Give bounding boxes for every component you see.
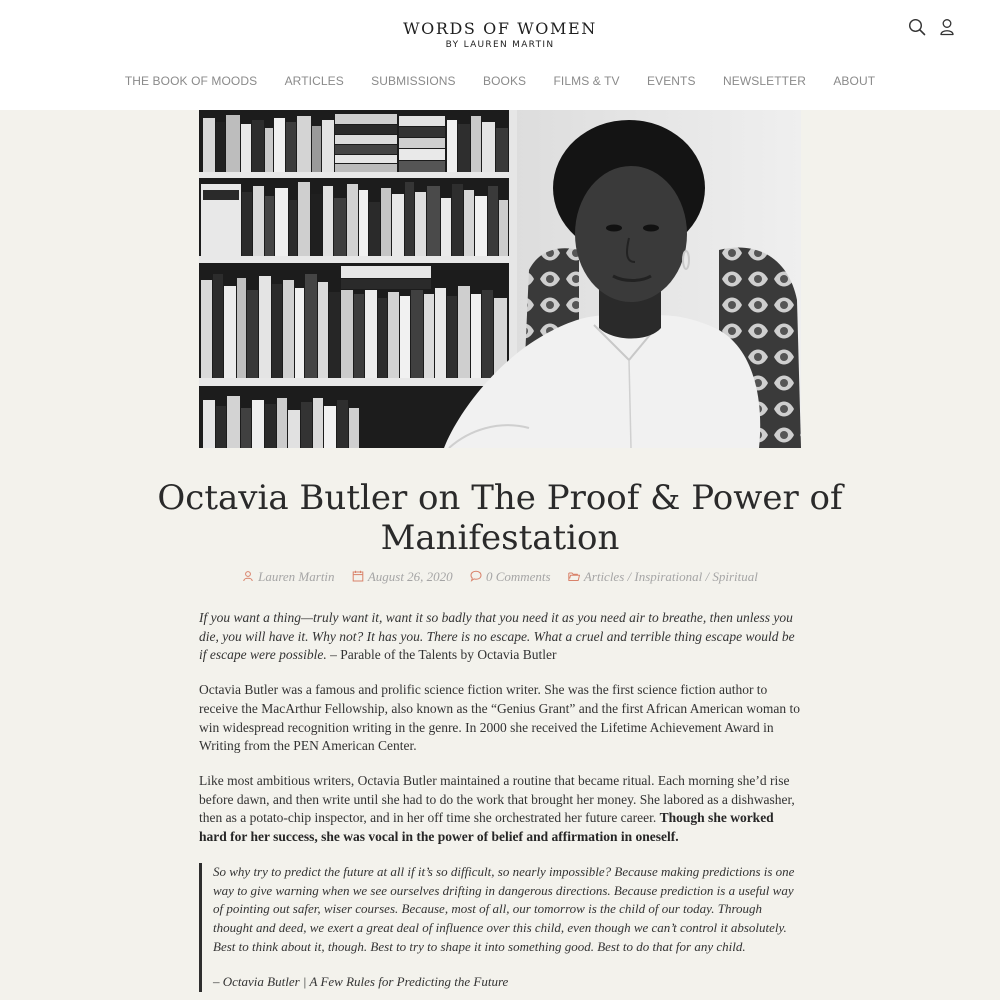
body-paragraph-2 (199, 772, 801, 847)
post-title: Octavia Butler on The Proof & Power of Manifestation (157, 478, 843, 558)
paragraph-2-text: Like most ambitious writers, Octavia Butler maintained a routine that became ritual. Each morning she’d rise before dawn, and then write until she had to do the work that brought her money. She labored as a dishwasher, then as a potato-chip inspector, and in her off time she orchestrated her future career. (199, 772, 795, 826)
intro-quote: If you want a thing—truly want it, want it so badly that you need it as you need air to breathe, then unless you die, you will have it. Why not? It has you. There is no escape. What a cruel and terrible thing escape would be if escape were possible. (199, 610, 795, 663)
comments-count[interactable]: 0 Comments (485, 569, 551, 584)
nav-item-newsletter[interactable]: NEWSLETTER (722, 74, 806, 88)
site-logo[interactable] (0, 19, 1000, 51)
post-content (199, 609, 801, 992)
paragraph-2-highlight: Though she worked hard for her success, she was vocal in the power of belief and affirmation in oneself. (199, 810, 774, 845)
post-categories[interactable] (568, 569, 758, 585)
user-icon[interactable] (937, 17, 957, 37)
nav-item-submissions[interactable]: SUBMISSIONS (371, 74, 456, 88)
intro-paragraph (199, 609, 801, 665)
nav-item-events[interactable]: EVENTS (646, 74, 696, 88)
author-name[interactable]: Lauren Martin (258, 569, 335, 584)
portrait-photo (199, 110, 801, 448)
search-icon[interactable] (907, 17, 927, 37)
blockquote-citation: – Octavia Butler | A Few Rules for Predicting the Future (213, 973, 509, 989)
nav-item-about[interactable]: ABOUT (833, 74, 876, 88)
intro-source: – Parable of the Talents by Octavia Butler (326, 647, 557, 663)
date-text: August 26, 2020 (367, 569, 453, 584)
folder-icon (568, 570, 580, 582)
post-meta (0, 569, 1000, 585)
blockquote (199, 863, 801, 992)
main-nav (0, 74, 1000, 88)
calendar-icon (352, 570, 364, 582)
post-author[interactable] (242, 569, 334, 585)
blockquote-text: So why try to predict the future at all if it’s so difficult, so nearly impossible? Because making predictions is one way to give warning when we see ourselves drifting in dangerous directions. Because prediction is a useful way of pointing out safer, wiser courses. Because, most of all, our tomorrow is the child of our today. Through thought and deed, we exert a great deal of influence over this child, even though we can’t control it absolutely. Best to think about it, though. Best to try to shape it into something good. Best to do that for any child. (213, 863, 795, 954)
post-date (352, 569, 453, 585)
nav-item-films-tv[interactable]: FILMS & TV (553, 74, 620, 88)
comment-icon (470, 570, 482, 582)
nav-item-articles[interactable]: ARTICLES (284, 74, 344, 88)
nav-item-books[interactable]: BOOKS (482, 74, 527, 88)
categories-text[interactable]: Articles / Inspirational / Spiritual (583, 569, 758, 584)
author-user-icon (242, 570, 254, 582)
logo-subtitle[interactable]: BY LAUREN MARTIN (445, 40, 555, 50)
nav-item-book-of-moods[interactable]: THE BOOK OF MOODS (124, 74, 258, 88)
post-comments-link[interactable] (470, 569, 551, 585)
featured-image (199, 110, 801, 448)
body-paragraph-1: Octavia Butler was a famous and prolific science fiction writer. She was the first science fiction author to receive the MacArthur Fellowship, also known as the “Genius Grant” and the first African American woman to win widespread recognition writing in the genre. In 2000 she received the Lifetime Achievement Award in Writing from the PEN American Center. (199, 682, 800, 754)
logo-title[interactable]: WORDS OF WOMEN (403, 19, 597, 38)
site-header (0, 0, 1000, 110)
